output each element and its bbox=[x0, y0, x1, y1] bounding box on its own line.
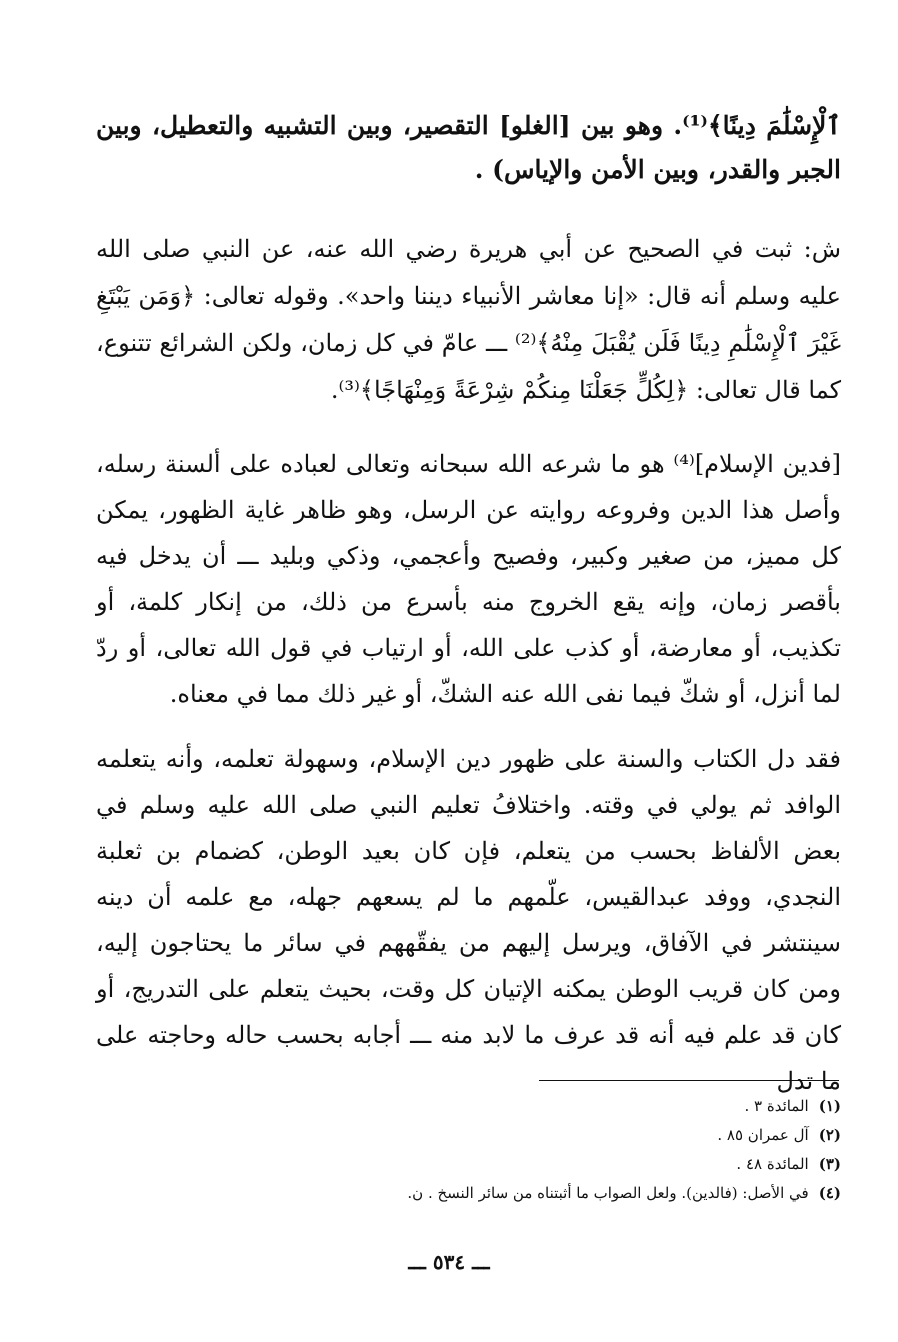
footnote-4 bbox=[96, 1179, 841, 1208]
footnotes bbox=[96, 1092, 841, 1208]
paragraph-3: [فدين الإسلام]⁽⁴⁾ هو ما شرعه الله سبحانه وتعالى لعباده على ألسنة رسله، وأصل هذا الدين وفروعه روايته عن الرسل، وهو ظاهر غاية الظهور، يمكن كل مميز، من صغير وكبير، وفصيح وأعجمي، وذكي وبليد ـــ أن يدخل فيه بأقصر زمان، وإنه يقع الخروج منه بأسرع من ذلك، من إنكار كلمة، أو تكذيب، أو معارضة، أو كذب على الله، أو ارتياب في قول الله تعالى، أو ردّ لما أنزل، أو شكّ فيما نفى الله عنه الشكّ، أو غير ذلك مما في معناه. bbox=[96, 450, 841, 708]
paragraph-1: ٱلْإِسْلَٰمَ دِينًا﴾⁽¹⁾. وهو بين [الغلو] التقصير، وبين التشبيه والتعطيل، وبين الجبر والقدر، وبين الأمن والإياس) . bbox=[96, 111, 842, 184]
page-number: ـــ ٥٣٤ ـــ bbox=[408, 1250, 490, 1274]
footnote-3 bbox=[96, 1150, 841, 1179]
footnote-2-number: (٢) bbox=[818, 1126, 841, 1144]
footnote-divider bbox=[539, 1080, 839, 1081]
footnote-3-number: (٣) bbox=[818, 1155, 841, 1173]
footnote-4-text: في الأصل: (فالدين). ولعل الصواب ما أثبتناه من سائر النسخ . ن. bbox=[407, 1184, 809, 1202]
paragraph-2: ش: ثبت في الصحيح عن أبي هريرة رضي الله عنه، عن النبي صلى الله عليه وسلم أنه قال: «إنا معاشر الأنبياء ديننا واحد». وقوله تعالى: ﴿وَمَن يَبْتَغِ غَيْرَ ٱلْإِسْلَٰمِ دِينًا فَلَن يُقْبَلَ مِنْهُ﴾⁽²⁾ ـــ عامّ في كل زمان، ولكن الشرائع تتنوع، كما قال تعالى: ﴿لِكُلٍّ جَعَلْنَا مِنكُمْ شِرْعَةً وَمِنْهَاجًا﴾⁽³⁾. bbox=[96, 235, 841, 404]
paragraph-4: فقد دل الكتاب والسنة على ظهور دين الإسلام، وسهولة تعلمه، وأنه يتعلمه الوافد ثم يولي في وقته. واختلافُ تعليم النبي صلى الله عليه وسلم في بعض الألفاظ بحسب من يتعلم، فإن كان بعيد الوطن، كضمام بن ثعلبة النجدي، ووفد عبدالقيس، علّمهم ما لم يسعهم جهله، مع علمه أن دينه سينتشر في الآفاق، ويرسل إليهم من يفقّههم في سائر ما يحتاجون إليه، ومن كان قريب الوطن يمكنه الإتيان كل وقت، بحيث يتعلم على التدريج، أو كان قد علم فيه أنه قد عرف ما لابد منه ـــ أجابه بحسب حاله وحاجته على ما تدل bbox=[96, 745, 841, 1095]
footnote-1-text: المائدة ٣ . bbox=[744, 1097, 809, 1115]
footnote-1 bbox=[96, 1092, 841, 1121]
footnote-4-number: (٤) bbox=[818, 1184, 841, 1202]
footnote-3-text: المائدة ٤٨ . bbox=[736, 1155, 809, 1173]
footnote-1-number: (١) bbox=[818, 1097, 841, 1115]
footnote-2 bbox=[96, 1121, 841, 1150]
footnote-2-text: آل عمران ٨٥ . bbox=[717, 1126, 809, 1144]
